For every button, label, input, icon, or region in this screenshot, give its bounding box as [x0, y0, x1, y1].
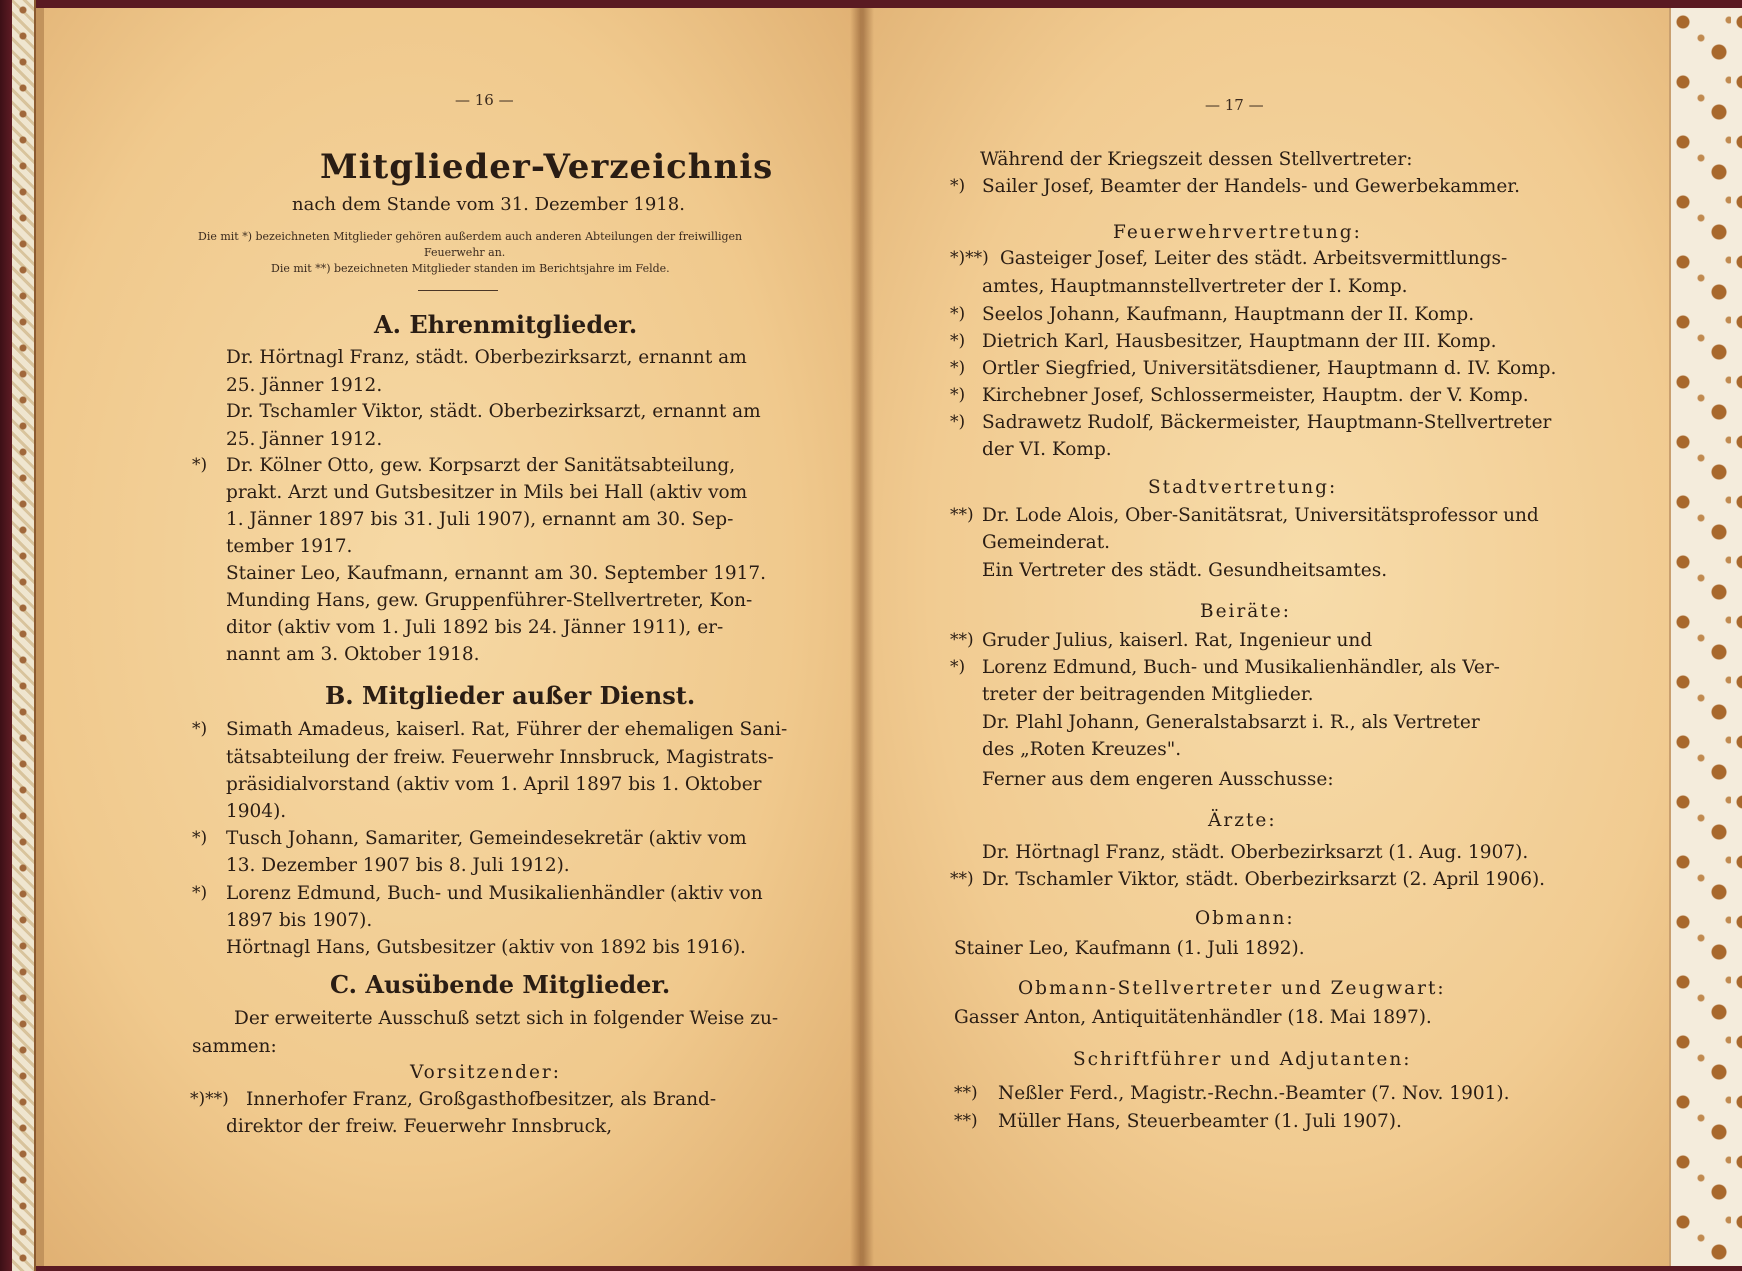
section-heading-b: B. Mitglieder außer Dienst.: [325, 681, 696, 710]
entry-line: prakt. Arzt und Gutsbesitzer in Mils bei Hall (aktiv vom: [226, 482, 748, 503]
marbled-edge-left: [12, 0, 36, 1271]
entry-line: Dr. Hörtnagl Franz, städt. Oberbezirksarzt, ernannt am: [226, 347, 747, 368]
entry-line: Ein Vertreter des städt. Gesundheitsamtes.: [982, 560, 1388, 581]
entry-line: Dr. Plahl Johann, Generalstabsarzt i. R., als Vertreter: [982, 712, 1480, 733]
entry-line: 25. Jänner 1912.: [226, 429, 383, 450]
footnote-legend-1-cont: Feuerwehr an.: [424, 246, 506, 259]
entry-line: Gemeinderat.: [982, 532, 1111, 553]
entry-line: tember 1917.: [226, 536, 353, 557]
page-subtitle: nach dem Stande vom 31. Dezember 1918.: [292, 194, 685, 215]
footnote-marker: *): [950, 304, 966, 324]
entry-line: Dr. Hörtnagl Franz, städt. Oberbezirksarzt (1. Aug. 1907).: [982, 842, 1529, 863]
footnote-marker: *): [950, 657, 966, 677]
subheading: Stadtvertretung:: [1148, 477, 1338, 498]
entry-line: Ortler Siegfried, Universitätsdiener, Hauptmann d. IV. Komp.: [982, 358, 1557, 379]
page-number-right: — 17 —: [1205, 96, 1264, 114]
entry-line: ditor (aktiv vom 1. Juli 1892 bis 24. Jänner 1911), er-: [226, 617, 724, 638]
footnote-marker: *): [950, 385, 966, 405]
footnote-marker: *): [950, 331, 966, 351]
entry-line: des „Roten Kreuzes".: [982, 739, 1182, 760]
footnote-marker: *): [950, 358, 966, 378]
footnote-marker: **): [950, 869, 974, 889]
entry-line: der VI. Komp.: [982, 439, 1112, 460]
section-heading-c: C. Ausübende Mitglieder.: [330, 970, 671, 999]
entry-line: Lorenz Edmund, Buch- und Musikalienhändler, als Ver-: [982, 657, 1500, 678]
entry-line: präsidialvorstand (aktiv vom 1. April 1897 bis 1. Oktober: [226, 774, 762, 795]
entry-line: tätsabteilung der freiw. Feuerwehr Innsbruck, Magistrats-: [226, 747, 774, 768]
footnote-marker: *): [192, 455, 208, 475]
footnote-marker: *): [192, 883, 208, 903]
entry-line: treter der beitragenden Mitglieder.: [982, 684, 1314, 705]
footnote-marker: *)**): [190, 1089, 229, 1109]
entry-line: Simath Amadeus, kaiserl. Rat, Führer der ehemaligen Sani-: [226, 719, 788, 740]
subheading: Obmann-Stellvertreter und Zeugwart:: [1018, 978, 1446, 999]
subheading: Obmann:: [1195, 908, 1295, 929]
entry-line: amtes, Hauptmannstellvertreter der I. Komp.: [982, 276, 1408, 297]
footnote-marker: *)**): [950, 248, 989, 268]
subheading: Vorsitzender:: [410, 1062, 561, 1083]
floral-endpaper: [1669, 8, 1742, 1266]
entry-line: Gasser Anton, Antiquitätenhändler (18. Mai 1897).: [954, 1007, 1432, 1028]
entry-line: 1904).: [226, 801, 287, 822]
entry-line: Sailer Josef, Beamter der Handels- und Gewerbekammer.: [982, 176, 1520, 197]
entry-line: Sadrawetz Rudolf, Bäckermeister, Hauptmann-Stellvertreter: [982, 412, 1552, 433]
entry-line: Stainer Leo, Kaufmann (1. Juli 1892).: [954, 938, 1305, 959]
entry-line: nannt am 3. Oktober 1918.: [226, 644, 480, 665]
subheading: Beiräte:: [1200, 601, 1291, 622]
entry-line: Stainer Leo, Kaufmann, ernannt am 30. September 1917.: [226, 563, 767, 584]
entry-line: sammen:: [192, 1036, 277, 1057]
footnote-marker: **): [954, 1083, 978, 1103]
entry-line: Der erweiterte Ausschuß setzt sich in folgender Weise zu-: [234, 1008, 779, 1029]
entry-line: 13. Dezember 1907 bis 8. Juli 1912).: [226, 855, 570, 876]
entry-line: Munding Hans, gew. Gruppenführer-Stellvertreter, Kon-: [226, 590, 753, 611]
book-gutter: [850, 8, 874, 1266]
entry-line: Gasteiger Josef, Leiter des städt. Arbeitsvermittlungs-: [1000, 248, 1508, 269]
entry-line: Hörtnagl Hans, Gutsbesitzer (aktiv von 1892 bis 1916).: [226, 937, 746, 958]
footnote-marker: *): [950, 176, 966, 196]
subheading: Schriftführer und Adjutanten:: [1073, 1049, 1412, 1070]
entry-line: Ferner aus dem engeren Ausschusse:: [982, 769, 1334, 790]
entry-line: Dr. Tschamler Viktor, städt. Oberbezirksarzt, ernannt am: [226, 401, 761, 422]
page-number-left: — 16 —: [455, 91, 514, 109]
entry-line: Während der Kriegszeit dessen Stellvertreter:: [980, 149, 1413, 170]
entry-line: Tusch Johann, Samariter, Gemeindesekretär (aktiv vom: [226, 828, 747, 849]
subheading: Feuerwehrvertretung:: [1113, 222, 1362, 243]
entry-line: Gruder Julius, kaiserl. Rat, Ingenieur und: [982, 630, 1373, 651]
entry-line: Dr. Tschamler Viktor, städt. Oberbezirksarzt (2. April 1906).: [982, 869, 1546, 890]
footnote-legend-1: Die mit *) bezeichneten Mitglieder gehören außerdem auch anderen Abteilungen der freiwilligen: [198, 230, 743, 243]
footnote-marker: *): [192, 828, 208, 848]
entry-line: Seelos Johann, Kaufmann, Hauptmann der II. Komp.: [982, 304, 1475, 325]
entry-line: Neßler Ferd., Magistr.-Rechn.-Beamter (7. Nov. 1901).: [998, 1083, 1510, 1104]
divider-rule: [418, 290, 498, 291]
entry-line: Dr. Kölner Otto, gew. Korpsarzt der Sanitätsabteilung,: [226, 455, 736, 476]
page-title: Mitglieder-Verzeichnis: [320, 147, 774, 187]
entry-line: Lorenz Edmund, Buch- und Musikalienhändler (aktiv von: [226, 883, 763, 904]
entry-line: Müller Hans, Steuerbeamter (1. Juli 1907).: [998, 1111, 1402, 1132]
entry-line: 1897 bis 1907).: [226, 910, 373, 931]
entry-line: 1. Jänner 1897 bis 31. Juli 1907), ernannt am 30. Sep-: [226, 509, 734, 530]
entry-line: Kirchebner Josef, Schlossermeister, Hauptm. der V. Komp.: [982, 385, 1529, 406]
footnote-marker: **): [950, 630, 974, 650]
footnote-legend-2: Die mit **) bezeichneten Mitglieder standen im Berichtsjahre im Felde.: [271, 262, 670, 275]
entry-line: Dr. Lode Alois, Ober-Sanitätsrat, Universitätsprofessor und: [982, 505, 1539, 526]
section-heading-a: A. Ehrenmitglieder.: [374, 310, 638, 339]
footnote-marker: *): [192, 719, 208, 739]
footnote-marker: **): [950, 505, 974, 525]
entry-line: Innerhofer Franz, Großgasthofbesitzer, als Brand-: [246, 1089, 717, 1110]
entry-line: Dietrich Karl, Hausbesitzer, Hauptmann der III. Komp.: [982, 331, 1497, 352]
footnote-marker: *): [950, 412, 966, 432]
footnote-marker: **): [954, 1111, 978, 1131]
subheading: Ärzte:: [1208, 810, 1277, 831]
entry-line: direktor der freiw. Feuerwehr Innsbruck,: [226, 1116, 613, 1137]
entry-line: 25. Jänner 1912.: [226, 375, 383, 396]
